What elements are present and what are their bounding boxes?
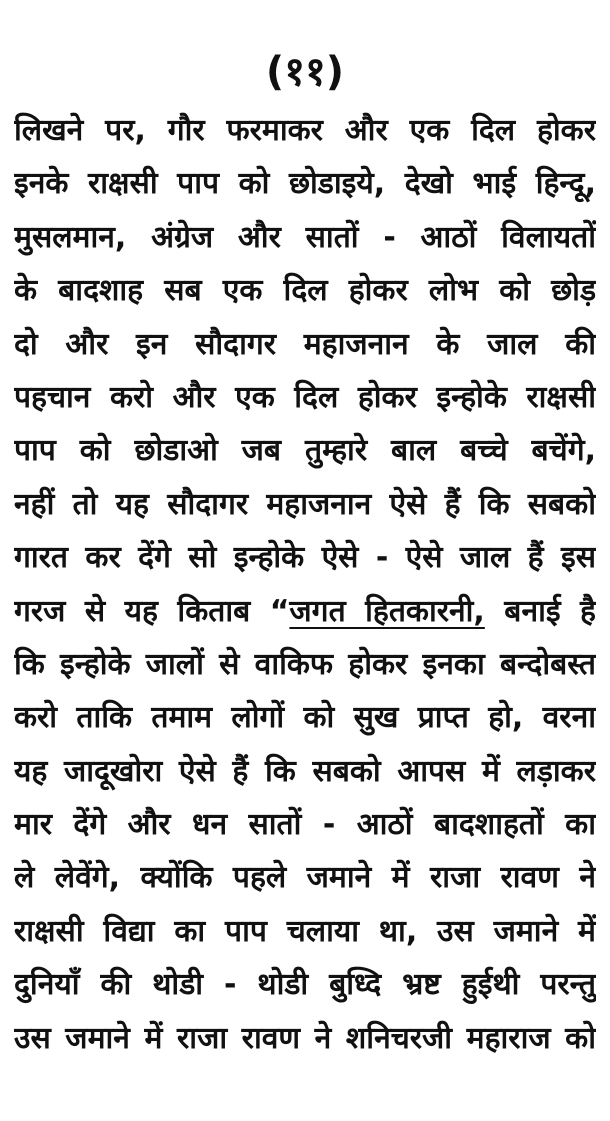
text-line: लिखने पर, गौर फरमाकर और एक दिल होकर [14,113,596,148]
text-line: राक्षसी विद्या का पाप चलाया था, उस जमाने में [14,913,596,949]
text-line: यह जादूखोरा ऐसे हैं कि सबको आपस में लड़ाकर [14,753,596,789]
opening-quote-mark: “ [269,593,290,629]
text-line: मार देंगे और धन सातों - आठों बादशाहतों का [14,807,596,843]
text-line: मुसलमान, अंग्रेज और सातों - आठों विलायतों [14,219,596,255]
text-line: करो ताकि तमाम लोगों को सुख प्राप्त हो, वरना [14,700,596,736]
text-line-with-book-title [14,585,596,638]
book-title-underlined: जगत हितकारनी, [289,593,485,629]
text-line: पाप को छोडाओ जब तुम्हारे बाल बच्चे बचेंगे, [14,433,596,469]
text-line: नहीं तो यह सौदागर महाजनान ऐसे हैं कि सबको [14,486,596,522]
text-line: इनके राक्षसी पाप को छोडाइये, देखो भाई हिन्दू, [14,166,596,202]
page-body-text [14,104,596,1065]
text-line: गारत कर देंगे सो इन्होके ऐसे - ऐसे जाल हैं इस [14,540,596,576]
text-segment: बनाई है [484,593,596,629]
text-line: ले लेवेंगे, क्योंकि पहले जमाने में राजा रावण ने [14,860,596,896]
text-line: दो और इन सौदागर महाजनान के जाल की [14,326,596,362]
text-line: दुनियाँ की थोडी - थोडी बुध्दि भ्रष्ट हुईथी परन्तु [14,967,596,1003]
page-number: (११) [265,49,345,95]
text-line: उस जमाने में राजा रावण ने शनिचरजी महाराज को [14,1020,596,1056]
text-segment: गरज से यह किताब [14,593,270,629]
text-line: पहचान करो और एक दिल होकर इन्होके राक्षसी [14,379,596,415]
text-line: कि इन्होके जालों से वाकिफ होकर इनका बन्दोबस्त [14,646,596,682]
text-line: के बादशाह सब एक दिल होकर लोभ को छोड़ [14,273,596,309]
